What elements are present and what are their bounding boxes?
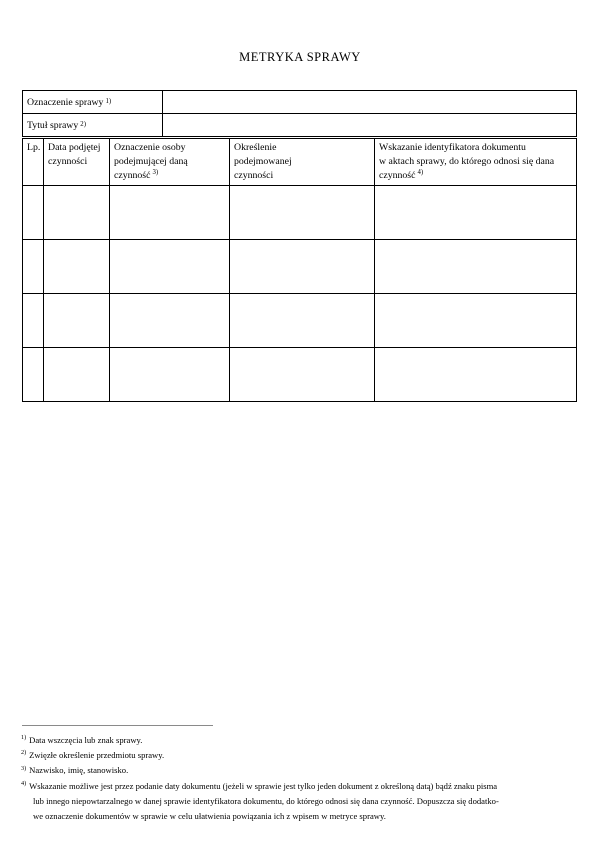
info-row-tytul-sprawy: [23, 114, 576, 136]
table-row: [23, 294, 576, 348]
footnote-marker: 4): [21, 779, 27, 787]
table-row: [23, 186, 576, 240]
footnote-text: Wskazanie możliwe jest przez podanie daty dokumentu (jeżeli w sprawie jest tylko jeden dokument z określoną datą) bądź znaku pisma: [29, 780, 498, 791]
table-cell-osoba[interactable]: [110, 348, 230, 401]
table-cell-osoba[interactable]: [110, 294, 230, 347]
table-cell-czynnosc[interactable]: [230, 294, 375, 347]
main-table: [22, 138, 577, 402]
footnote-separator: [22, 725, 213, 726]
header-line-text: czynność: [379, 170, 416, 181]
header-line: podejmującej daną: [114, 156, 188, 167]
info-label-text: Tytuł sprawy: [27, 119, 79, 131]
header-line: w aktach sprawy, do którego odnosi się dana: [379, 156, 555, 167]
header-cell-okreslenie-czynnosci: [230, 139, 375, 185]
header-line: Określenie: [234, 142, 277, 153]
info-table: [22, 90, 577, 137]
table-cell-osoba[interactable]: [110, 186, 230, 239]
table-row: [23, 348, 576, 401]
table-cell-lp[interactable]: [23, 186, 44, 239]
header-line: podejmowanej: [234, 156, 292, 167]
table-cell-czynnosc[interactable]: [230, 186, 375, 239]
footnote-text: Zwięzłe określenie przedmiotu sprawy.: [29, 750, 165, 761]
footnote-text: Data wszczęcia lub znak sprawy.: [29, 735, 143, 745]
table-cell-czynnosc[interactable]: [230, 240, 375, 293]
page-title: METRYKA SPRAWY: [239, 50, 361, 64]
footnote-marker: 3): [21, 764, 27, 772]
footnote-ref-3-sup: 3): [152, 168, 159, 176]
table-cell-osoba[interactable]: [110, 240, 230, 293]
info-label-tytul-sprawy: Tytuł sprawy 2): [23, 114, 163, 136]
footnote-1: [21, 733, 587, 748]
header-line-text: czynność: [114, 170, 151, 181]
footnote-text: Nazwisko, imię, stanowisko.: [29, 765, 129, 776]
table-cell-identyfikator[interactable]: [375, 294, 576, 347]
footnote-4-line-3: we oznaczenie dokumentów w sprawie w celu ułatwienia powiązania ich z wpisem w metryce sprawy.: [33, 811, 386, 822]
table-cell-lp[interactable]: [23, 294, 44, 347]
header-line: Oznaczenie osoby: [114, 142, 186, 153]
table-cell-czynnosc[interactable]: [230, 348, 375, 401]
header-line: czynności: [48, 156, 88, 167]
header-line: [114, 169, 226, 183]
header-line: Wskazanie identyfikatora dokumentu: [379, 142, 526, 153]
table-cell-identyfikator[interactable]: [375, 186, 576, 239]
info-value-oznaczenie-sprawy[interactable]: [163, 91, 576, 113]
table-cell-data[interactable]: [44, 348, 110, 401]
table-cell-data[interactable]: [44, 240, 110, 293]
header-cell-wskazanie-identyfikatora: [375, 139, 576, 185]
footnote-marker: 1): [21, 734, 27, 742]
footnote-marker: 2): [21, 749, 27, 757]
table-cell-data[interactable]: [44, 294, 110, 347]
table-cell-identyfikator[interactable]: [375, 240, 576, 293]
header-line: Lp.: [27, 142, 41, 153]
footnote-3: [21, 763, 587, 778]
footnote-4-line-1: [21, 779, 587, 794]
footnote-ref-4-sup: 4): [417, 168, 424, 176]
header-line: [379, 169, 573, 183]
header-cell-oznaczenie-osoby: [110, 139, 230, 185]
footnote-4-line-2: lub innego niepowtarzalnego w danej sprawie identyfikatora dokumentu, do którego odnosi się dana czynność. Dopuszcza się dodatko-: [33, 795, 499, 806]
footnotes: [21, 733, 587, 824]
info-value-tytul-sprawy[interactable]: [163, 114, 576, 136]
header-cell-lp: [23, 139, 44, 185]
table-row: [23, 240, 576, 294]
info-label-text: Oznaczenie sprawy: [27, 96, 104, 108]
footnote-4: [21, 779, 587, 825]
footnote-2: [21, 748, 587, 763]
header-line: czynności: [234, 170, 274, 181]
header-line: Data podjętej: [48, 142, 101, 153]
table-cell-identyfikator[interactable]: [375, 348, 576, 401]
table-cell-lp[interactable]: [23, 240, 44, 293]
table-cell-lp[interactable]: [23, 348, 44, 401]
header-cell-data-podjetej: [44, 139, 110, 185]
info-label-oznaczenie-sprawy: Oznaczenie sprawy 1): [23, 91, 163, 113]
table-cell-data[interactable]: [44, 186, 110, 239]
info-row-oznaczenie-sprawy: [23, 91, 576, 114]
main-table-header-row: [23, 139, 576, 186]
